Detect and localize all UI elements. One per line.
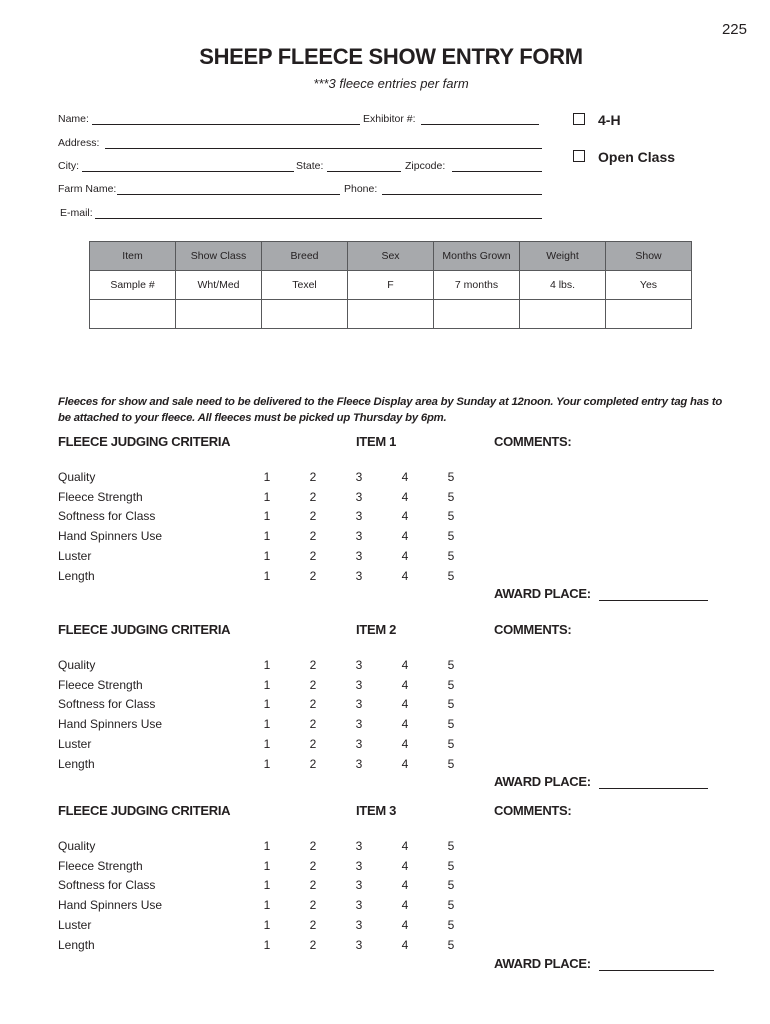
phone-label: Phone:	[344, 183, 378, 195]
score-option[interactable]: 3	[355, 717, 363, 732]
award-place-field[interactable]	[599, 788, 708, 789]
table-cell-input[interactable]	[348, 300, 434, 329]
table-row-blank	[90, 300, 692, 329]
score-option[interactable]: 4	[401, 529, 409, 544]
score-option[interactable]: 4	[401, 736, 409, 751]
table-header-row	[90, 242, 692, 271]
score-option[interactable]: 1	[263, 658, 271, 672]
score-option[interactable]: 5	[447, 529, 455, 544]
criterion-label: Fleece Strength	[58, 858, 143, 873]
form-subtitle: ***3 fleece entries per farm	[313, 76, 469, 91]
score-option[interactable]: 3	[355, 736, 363, 751]
judging-criteria-heading: FLEECE JUDGING CRITERIA	[58, 803, 231, 818]
score-option[interactable]: 3	[355, 898, 363, 913]
score-option[interactable]: 2	[309, 697, 317, 712]
score-option[interactable]: 1	[263, 489, 271, 504]
address-field[interactable]	[105, 148, 542, 149]
score-option[interactable]: 3	[355, 658, 363, 672]
score-option[interactable]: 2	[309, 917, 317, 932]
score-option[interactable]: 1	[263, 548, 271, 563]
judging-criteria-heading: FLEECE JUDGING CRITERIA	[58, 434, 231, 449]
table-cell-input[interactable]	[434, 300, 520, 329]
page-number: 225	[721, 21, 747, 38]
score-option[interactable]: 1	[263, 736, 271, 751]
score-option[interactable]: 4	[401, 917, 409, 932]
criterion-label: Length	[58, 756, 95, 771]
score-option[interactable]: 1	[263, 839, 271, 853]
table-header: Sex	[348, 242, 434, 271]
item-heading: ITEM 2	[356, 622, 397, 637]
table-header: Months Grown	[434, 242, 520, 271]
score-option[interactable]: 5	[447, 858, 455, 873]
item-heading: ITEM 3	[356, 803, 397, 818]
criterion-label: Quality	[58, 658, 96, 672]
comments-area[interactable]	[494, 827, 719, 950]
score-option[interactable]: 3	[355, 568, 363, 583]
score-option[interactable]: 2	[309, 489, 317, 504]
score-option[interactable]: 5	[447, 568, 455, 583]
criterion-label: Softness for Class	[58, 878, 156, 893]
score-option[interactable]: 4	[401, 858, 409, 873]
score-option[interactable]: 3	[355, 917, 363, 932]
score-option[interactable]: 5	[447, 736, 455, 751]
score-option[interactable]: 5	[447, 470, 455, 484]
score-option[interactable]: 3	[355, 697, 363, 712]
score-option[interactable]: 3	[355, 839, 363, 853]
table-cell-input[interactable]	[262, 300, 348, 329]
table-cell: Texel	[262, 271, 348, 300]
zipcode-field[interactable]	[452, 171, 542, 172]
judging-criteria-heading: FLEECE JUDGING CRITERIA	[58, 622, 231, 637]
score-option[interactable]: 4	[401, 548, 409, 563]
table-cell-input[interactable]	[606, 300, 692, 329]
criterion-label: Length	[58, 937, 95, 952]
score-option[interactable]: 1	[263, 697, 271, 712]
score-option[interactable]: 5	[447, 917, 455, 932]
criterion-label: Softness for Class	[58, 509, 156, 524]
criterion-label: Fleece Strength	[58, 677, 143, 692]
score-option[interactable]: 1	[263, 470, 271, 484]
exhibitor-label: Exhibitor #:	[363, 113, 416, 125]
award-place-label: AWARD PLACE:	[494, 586, 591, 601]
score-option[interactable]: 3	[355, 937, 363, 952]
exhibitor-field[interactable]	[421, 124, 539, 125]
table-cell-input[interactable]	[176, 300, 262, 329]
score-option[interactable]: 4	[401, 839, 409, 853]
criterion-label: Softness for Class	[58, 697, 156, 712]
state-field[interactable]	[327, 171, 401, 172]
comments-heading: COMMENTS:	[494, 622, 572, 637]
score-option[interactable]: 2	[309, 529, 317, 544]
item-heading: ITEM 1	[356, 434, 397, 449]
score-option[interactable]: 2	[309, 736, 317, 751]
score-option[interactable]: 4	[401, 937, 409, 952]
table-header: Item	[90, 242, 176, 271]
score-option[interactable]: 2	[309, 858, 317, 873]
criterion-label: Length	[58, 568, 95, 583]
score-option[interactable]: 3	[355, 529, 363, 544]
score-option[interactable]: 1	[263, 756, 271, 771]
score-option[interactable]: 4	[401, 509, 409, 524]
score-option[interactable]: 5	[447, 878, 455, 893]
score-option[interactable]: 5	[447, 509, 455, 524]
criterion-label: Hand Spinners Use	[58, 529, 163, 544]
score-option[interactable]: 5	[447, 717, 455, 732]
table-cell-input[interactable]	[520, 300, 606, 329]
score-option[interactable]: 5	[447, 898, 455, 913]
score-option[interactable]: 1	[263, 568, 271, 583]
delivery-note: Fleeces for show and sale need to be delivered to the Fleece Display area by Sunday at 12noon. Your completed entry tag has to be attached to your fleece. All fleeces must be picked up Thursday by 6pm.	[58, 396, 723, 424]
four-h-label: 4-H	[598, 112, 621, 128]
score-option[interactable]: 1	[263, 529, 271, 544]
score-option[interactable]: 5	[447, 548, 455, 563]
score-option[interactable]: 4	[401, 878, 409, 893]
table-cell: 4 lbs.	[520, 271, 606, 300]
score-option[interactable]: 2	[309, 756, 317, 771]
criterion-label: Hand Spinners Use	[58, 717, 163, 732]
score-option[interactable]: 3	[355, 677, 363, 692]
table-header: Breed	[262, 242, 348, 271]
table-cell-input[interactable]	[90, 300, 176, 329]
score-option[interactable]: 5	[447, 756, 455, 771]
farm-name-field[interactable]	[117, 194, 340, 195]
score-option[interactable]: 4	[401, 470, 409, 484]
score-option[interactable]: 1	[263, 878, 271, 893]
table-header: Show	[606, 242, 692, 271]
name-label: Name:	[58, 113, 89, 125]
score-option[interactable]: 3	[355, 858, 363, 873]
four-h-checkbox[interactable]	[573, 113, 585, 125]
score-option[interactable]: 4	[401, 717, 409, 732]
score-option[interactable]: 3	[355, 470, 363, 484]
name-field[interactable]	[92, 124, 360, 125]
score-option[interactable]: 2	[309, 878, 317, 893]
city-label: City:	[58, 160, 79, 172]
state-label: State:	[296, 160, 324, 172]
criterion-label: Hand Spinners Use	[58, 898, 163, 913]
score-option[interactable]: 2	[309, 548, 317, 563]
award-place-field[interactable]	[599, 970, 714, 971]
criterion-label: Quality	[58, 470, 96, 484]
score-option[interactable]: 3	[355, 509, 363, 524]
table-header: Weight	[520, 242, 606, 271]
score-option[interactable]: 4	[401, 489, 409, 504]
table-cell: Yes	[606, 271, 692, 300]
table-cell: Sample #	[90, 271, 176, 300]
score-option[interactable]: 3	[355, 489, 363, 504]
score-option[interactable]: 3	[355, 878, 363, 893]
comments-area[interactable]	[494, 646, 719, 768]
score-option[interactable]: 2	[309, 937, 317, 952]
phone-field[interactable]	[382, 194, 542, 195]
criterion-label: Luster	[58, 736, 92, 751]
open-class-label: Open Class	[598, 149, 676, 165]
email-field[interactable]	[95, 218, 542, 219]
table-row-sample	[90, 271, 692, 300]
award-place-field[interactable]	[599, 600, 708, 601]
score-option[interactable]: 5	[447, 697, 455, 712]
email-label: E-mail:	[60, 207, 93, 219]
score-option[interactable]: 5	[447, 677, 455, 692]
score-option[interactable]: 2	[309, 898, 317, 913]
score-option[interactable]: 4	[401, 677, 409, 692]
table-cell: 7 months	[434, 271, 520, 300]
score-option[interactable]: 1	[263, 898, 271, 913]
score-option[interactable]: 4	[401, 697, 409, 712]
award-place-label: AWARD PLACE:	[494, 774, 591, 789]
score-option[interactable]: 2	[309, 677, 317, 692]
score-option[interactable]: 3	[355, 548, 363, 563]
city-field[interactable]	[82, 171, 294, 172]
score-option[interactable]: 5	[447, 937, 455, 952]
score-option[interactable]: 1	[263, 717, 271, 732]
open-class-checkbox[interactable]	[573, 150, 585, 162]
score-option[interactable]: 2	[309, 658, 317, 672]
score-option[interactable]: 2	[309, 568, 317, 583]
score-option[interactable]: 2	[309, 839, 317, 853]
zipcode-label: Zipcode:	[405, 160, 446, 172]
score-option[interactable]: 4	[401, 756, 409, 771]
score-option[interactable]: 4	[401, 568, 409, 583]
score-option[interactable]: 1	[263, 937, 271, 952]
farm-name-label: Farm Name:	[58, 183, 117, 195]
score-option[interactable]: 4	[401, 658, 409, 672]
score-option[interactable]: 5	[447, 489, 455, 504]
award-place-label: AWARD PLACE:	[494, 956, 591, 971]
comments-heading: COMMENTS:	[494, 434, 572, 449]
score-option[interactable]: 4	[401, 898, 409, 913]
table-cell: F	[348, 271, 434, 300]
comments-area[interactable]	[494, 458, 719, 580]
criterion-label: Fleece Strength	[58, 489, 143, 504]
score-option[interactable]: 2	[309, 717, 317, 732]
criterion-label: Quality	[58, 839, 96, 853]
score-option[interactable]: 1	[263, 509, 271, 524]
score-option[interactable]: 2	[309, 470, 317, 484]
entry-table	[89, 241, 692, 329]
criterion-label: Luster	[58, 548, 92, 563]
score-option[interactable]: 1	[263, 917, 271, 932]
score-option[interactable]: 3	[355, 756, 363, 771]
score-option[interactable]: 1	[263, 858, 271, 873]
table-cell: Wht/Med	[176, 271, 262, 300]
score-option[interactable]: 1	[263, 677, 271, 692]
score-option[interactable]: 5	[447, 658, 455, 672]
criterion-label: Luster	[58, 917, 92, 932]
score-option[interactable]: 2	[309, 509, 317, 524]
address-label: Address:	[58, 137, 100, 149]
form-title: SHEEP FLEECE SHOW ENTRY FORM	[199, 44, 583, 69]
table-header: Show Class	[176, 242, 262, 271]
score-option[interactable]: 5	[447, 839, 455, 853]
comments-heading: COMMENTS:	[494, 803, 572, 818]
